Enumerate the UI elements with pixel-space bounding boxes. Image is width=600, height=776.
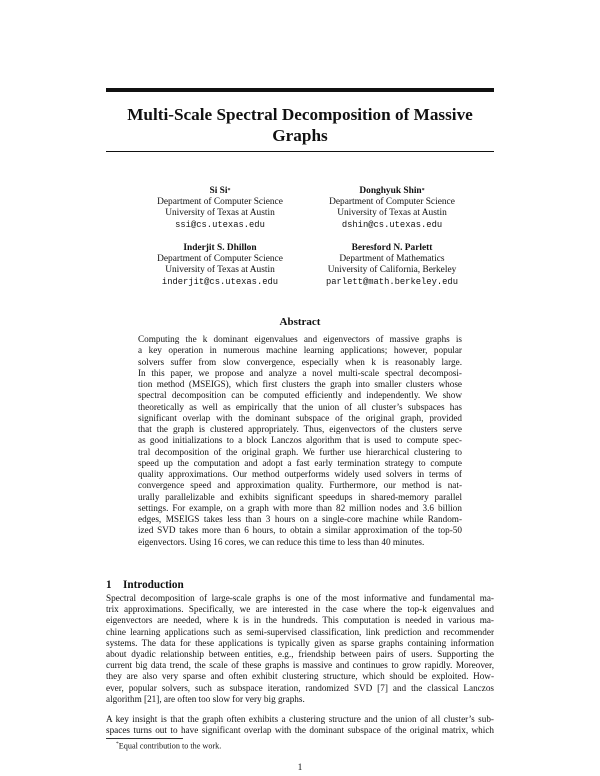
abstract-heading: Abstract — [279, 316, 321, 328]
title-bottom-rule — [106, 151, 494, 152]
intro-paragraph-1 — [106, 593, 494, 705]
abstract-line: edges, MSEIGS takes less than 3 hours on a single-core machine while Random- — [138, 514, 462, 524]
intro-paragraph-2 — [106, 714, 494, 736]
title-line-1: Multi-Scale Spectral Decomposition of Massive — [127, 105, 473, 124]
author-block — [292, 186, 492, 231]
author-name: Beresford N. Parlett — [351, 243, 433, 253]
author-block — [292, 243, 492, 288]
abstract-line: In this paper, we propose and analyze a novel multi-scale spectral decomposi- — [138, 367, 462, 378]
abstract-line: urally parallelizable and exhibits significant speedups in shared-memory parallel — [138, 491, 462, 502]
author-department: Department of Computer Science — [157, 197, 283, 208]
author-university: University of Texas at Austin — [337, 208, 447, 219]
body-line: A key insight is that the graph often exhibits a clustering structure and the union of all cluster’s sub- — [106, 714, 494, 724]
abstract-line: solvers suffer from slow convergence, especially when k is reasonably large. — [138, 356, 462, 367]
author-email: parlett@math.berkeley.edu — [326, 276, 458, 287]
body-line: ever, popular solvers, such as subspace iteration, randomized SVD [7] and the classical Lanczos — [106, 682, 494, 693]
body-line: current big data trend, the scale of these graphs is massive and continues to grow rapidly. Moreover, — [106, 660, 494, 671]
author-name: Inderjit S. Dhillon — [183, 243, 257, 253]
footnote — [116, 741, 221, 751]
abstract-line: eigenvectors. Using 16 cores, we can reduce this time to less than 40 minutes. — [138, 536, 425, 547]
body-line: chine learning applications such as semi-supervised classification, link prediction and recommender — [106, 626, 494, 637]
abstract-line: ized SVD takes more than 6 hours, to obtain a similar approximation of the top-50 — [138, 525, 462, 536]
author-department: Department of Computer Science — [329, 197, 455, 208]
footnote-mark: * — [116, 741, 119, 747]
abstract-line: speed up the computation and adopt a fast early termination strategy to compute — [138, 457, 462, 468]
body-line: algorithm [21], are often too slow for very big graphs. — [106, 693, 305, 704]
abstract-line: convergence speed and approximation quality. Furthermore, our method is nat- — [138, 480, 462, 491]
abstract-line: Computing the k dominant eigenvalues and eigenvectors of massive graphs is — [138, 334, 462, 344]
body-line: trix approximations. Specifically, we are interested in the case where the top-k eigenvalues and — [106, 604, 494, 615]
abstract-line: spectral decomposition can be computed efficiently and independently. We show — [138, 390, 462, 401]
author-email: ssi@cs.utexas.edu — [175, 219, 265, 230]
abstract-line: theoretically as well as empirically that the union of all cluster’s subspaces has — [138, 401, 462, 412]
body-line: spaces turns out to have significant overlap with the dominant subspace of the original matrix, which — [106, 725, 494, 736]
section-number: 1 — [106, 579, 112, 591]
abstract-line: significant overlap with the dominant subspace of the original graph, provided — [138, 412, 462, 423]
page-number: 1 — [297, 763, 303, 773]
section-title: Introduction — [123, 579, 184, 591]
abstract-line: tion method (MSEIGS), which first clusters the graph into smaller clusters whose — [138, 379, 462, 389]
author-department: Department of Computer Science — [157, 254, 283, 265]
title-top-rule — [106, 88, 494, 92]
author-university: University of Texas at Austin — [165, 208, 275, 219]
author-email: dshin@cs.utexas.edu — [341, 219, 443, 230]
abstract-line: quality approximations. Our method outperforms widely used solvers in terms of — [138, 469, 462, 479]
section-heading — [106, 579, 184, 591]
footnote-rule — [106, 738, 183, 739]
title-line-2: Graphs — [272, 126, 328, 145]
abstract-line: settings. For example, on a graph with more than 82 million nodes and 3.6 billion — [138, 502, 462, 513]
abstract-line: a key operation in numerous machine learning applications; however, popular — [138, 345, 462, 356]
author-university: University of California, Berkeley — [327, 265, 457, 276]
author-email: inderjit@cs.utexas.edu — [161, 276, 279, 287]
body-line: systems. The data for these applications is typically given as sparse graphs containing information — [106, 637, 494, 648]
footnote-text: Equal contribution to the work. — [118, 741, 222, 751]
paper-title — [106, 104, 494, 146]
author-university: University of Texas at Austin — [165, 265, 275, 276]
author-block — [120, 186, 320, 231]
body-line: eigenvectors are needed, where k is in the hundreds. This computation is needed in various ma- — [106, 615, 494, 626]
author-department: Department of Mathematics — [339, 254, 445, 265]
abstract-line: as good initializations to a block Lanczos algorithm that is used to compute spec- — [138, 435, 462, 446]
abstract-line: tral decomposition of the original graph. We further use hierarchical clustering to — [138, 446, 462, 457]
body-line: Spectral decomposition of large-scale graphs is one of the most informative and fundamental ma- — [106, 593, 494, 603]
author-block — [120, 243, 320, 288]
body-line: they are also very sparse and often exhibit clustering structure, which should be exploited. How- — [106, 671, 494, 682]
abstract-line: that the graph is clustered appropriately. Thus, eigenvectors of the clusters serve — [138, 424, 462, 434]
body-line: about dyadic relationship between entities, e.g., friendship between pairs of users. Supporting the — [106, 649, 494, 660]
author-name: Donghyuk Shin* — [359, 186, 425, 196]
author-name: Si Si* — [209, 186, 231, 196]
abstract-text — [138, 334, 462, 548]
